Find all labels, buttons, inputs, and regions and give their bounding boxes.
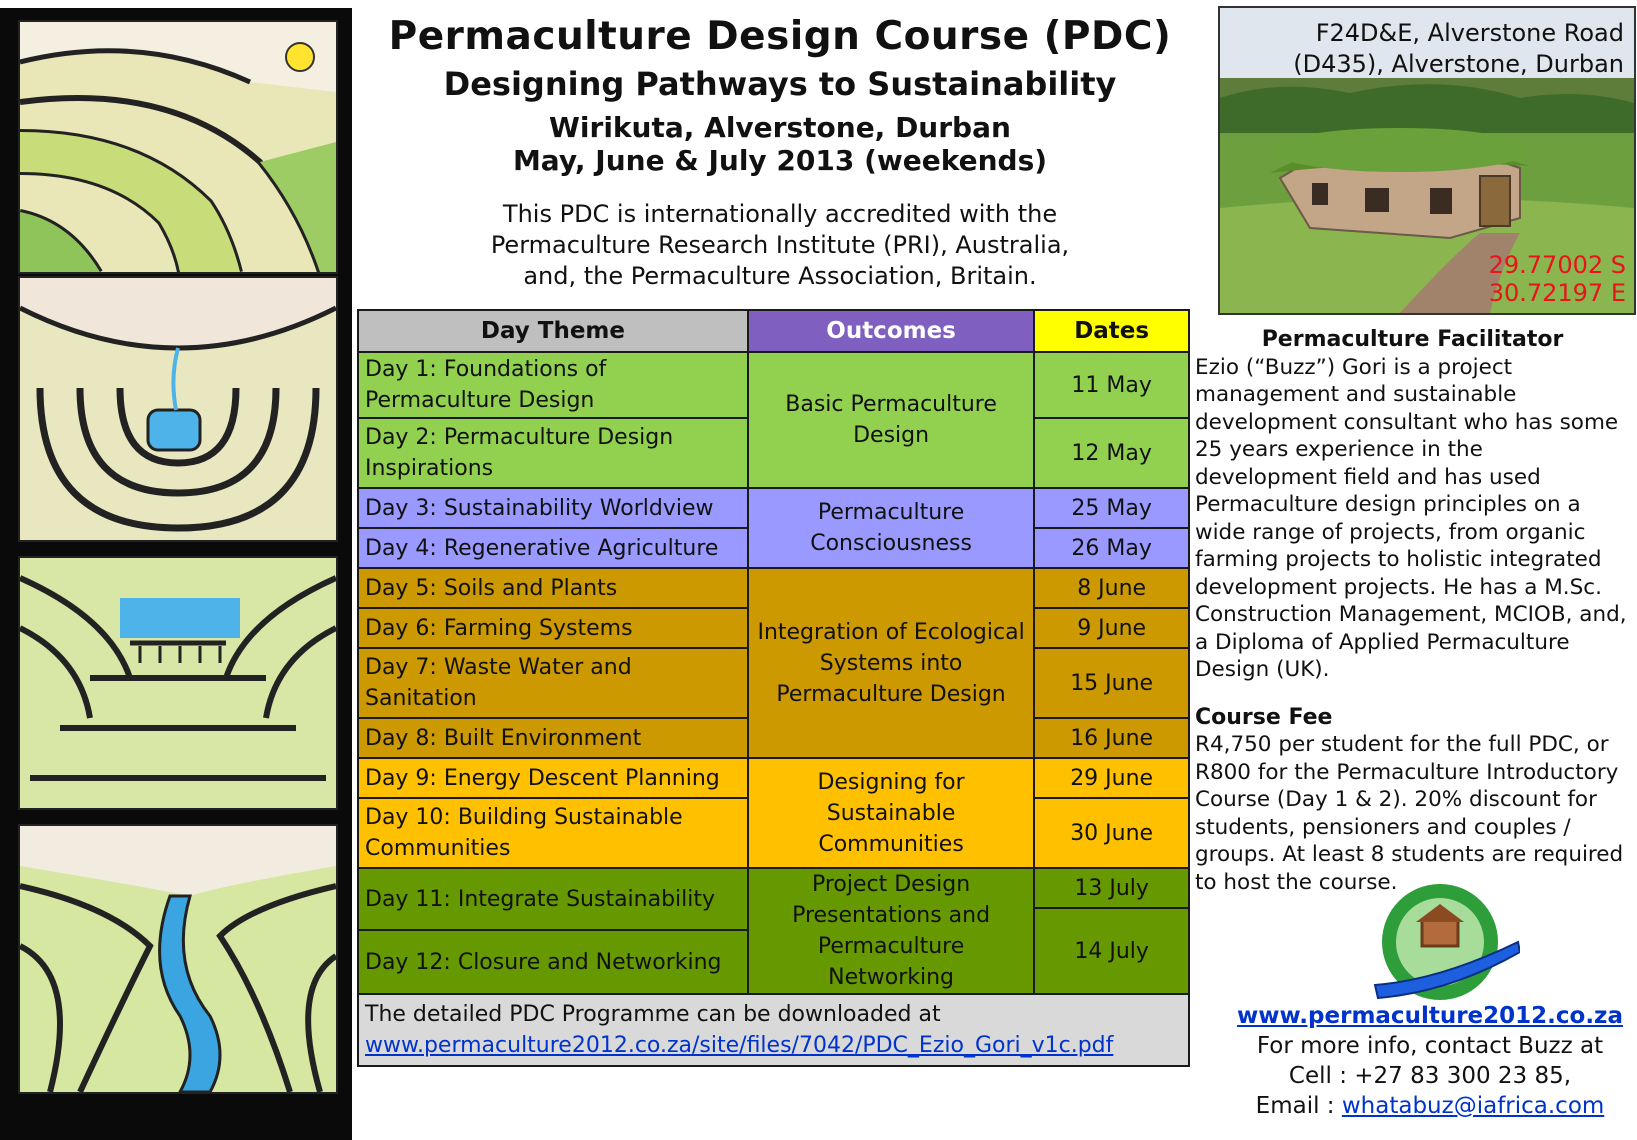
fee-text: R4,750 per student for the full PDC, or R800 for the Permaculture Introductory Course (Day 1 & 2). 20% discount for students, pensioners and couples / groups. At least 8 students are required to host the course. bbox=[1195, 732, 1624, 895]
table-row bbox=[358, 568, 1189, 608]
table-row bbox=[358, 758, 1189, 798]
date-cell: 15 June bbox=[1034, 648, 1189, 718]
day-theme-cell: Day 2: Permaculture Design Inspirations bbox=[358, 418, 748, 488]
day-theme-cell: Day 11: Integrate Sustainability bbox=[358, 868, 748, 930]
facilitator-heading: Permaculture Facilitator bbox=[1261, 327, 1564, 352]
date-cell: 25 May bbox=[1034, 488, 1189, 528]
accreditation-text: This PDC is internationally accredited with the Permaculture Research Institute (PRI), Australia, and, the Permaculture Association, Britain. bbox=[490, 200, 1070, 290]
roundhouse-logo-icon bbox=[1370, 880, 1520, 1010]
pond-swale-drawing bbox=[18, 276, 338, 542]
gps-coordinates: 29.77002 S 30.72197 E bbox=[1488, 251, 1626, 307]
programme-download-link[interactable]: www.permaculture2012.co.za/site/files/7042/PDC_Ezio_Gori_v1c.pdf bbox=[365, 1033, 1114, 1058]
venue-address: F24D&E, Alverstone Road (D435), Alverstone, Durban bbox=[1293, 19, 1624, 78]
date-cell: 9 June bbox=[1034, 608, 1189, 648]
venue-photo bbox=[1218, 6, 1636, 315]
hillside-drawing bbox=[18, 20, 338, 274]
cell-number: +27 83 300 23 85, bbox=[1354, 1063, 1572, 1089]
course-dates: May, June & July 2013 (weekends) bbox=[512, 144, 1048, 177]
outcome-cell: Project Design Presentations and Permaculture Networking bbox=[748, 868, 1034, 994]
outcome-cell: Basic Permaculture Design bbox=[748, 352, 1034, 488]
table-row bbox=[358, 352, 1189, 418]
download-note: The detailed PDC Programme can be downloaded at www.permaculture2012.co.za/site/files/7042/PDC_Ezio_Gori_v1c.pdf bbox=[358, 994, 1189, 1066]
day-theme-cell: Day 12: Closure and Networking bbox=[358, 930, 748, 994]
website-link[interactable]: www.permaculture2012.co.za bbox=[1237, 1003, 1623, 1029]
day-theme-cell: Day 1: Foundations of Permaculture Design bbox=[358, 352, 748, 418]
day-theme-cell: Day 9: Energy Descent Planning bbox=[358, 758, 748, 798]
day-theme-cell: Day 8: Built Environment bbox=[358, 718, 748, 758]
date-cell: 8 June bbox=[1034, 568, 1189, 608]
date-cell: 29 June bbox=[1034, 758, 1189, 798]
day-theme-cell: Day 7: Waste Water and Sanitation bbox=[358, 648, 748, 718]
table-row bbox=[358, 488, 1189, 528]
date-cell: 16 June bbox=[1034, 718, 1189, 758]
course-schedule-table bbox=[357, 309, 1190, 1067]
email-link[interactable]: whatabuz@iafrica.com bbox=[1341, 1093, 1605, 1119]
date-cell: 11 May bbox=[1034, 352, 1189, 418]
date-cell: 12 May bbox=[1034, 418, 1189, 488]
email-line: Email : whatabuz@iafrica.com bbox=[1255, 1093, 1605, 1119]
day-theme-cell: Day 3: Sustainability Worldview bbox=[358, 488, 748, 528]
date-cell: 14 July bbox=[1034, 908, 1189, 994]
day-theme-cell: Day 10: Building Sustainable Communities bbox=[358, 798, 748, 868]
facilitator-bio: Ezio (“Buzz”) Gori is a project management and sustainable development consultant who has some 25 years experience in the development field and has used Permaculture design principles on a wide range of projects, from organic farming projects to holistic integrated development projects. He has a M.Sc. Construction Management, MCIOB, and, a Diploma of Applied Permaculture Design (UK). bbox=[1195, 354, 1627, 682]
page-title: Permaculture Design Course (PDC) bbox=[388, 14, 1172, 59]
course-location: Wirikuta, Alverstone, Durban bbox=[549, 111, 1011, 144]
cell-line: Cell : +27 83 300 23 85, bbox=[1288, 1063, 1572, 1089]
outcome-cell: Integration of Ecological Systems into Permaculture Design bbox=[748, 568, 1034, 758]
illustration-strip bbox=[0, 8, 352, 1140]
contact-line: For more info, contact Buzz at bbox=[1256, 1033, 1604, 1059]
contact-block bbox=[1235, 1001, 1625, 1121]
outcome-cell: Designing for Sustainable Communities bbox=[748, 758, 1034, 868]
page-subtitle: Designing Pathways to Sustainability bbox=[443, 65, 1117, 103]
date-cell: 13 July bbox=[1034, 868, 1189, 908]
dam-terrace-drawing bbox=[18, 556, 338, 810]
header-outcomes: Outcomes bbox=[748, 310, 1034, 352]
sun-icon bbox=[286, 43, 314, 71]
day-theme-cell: Day 6: Farming Systems bbox=[358, 608, 748, 648]
river-valley-drawing bbox=[18, 824, 338, 1094]
date-cell: 30 June bbox=[1034, 798, 1189, 868]
header-dates: Dates bbox=[1034, 310, 1189, 352]
table-row bbox=[358, 868, 1189, 908]
fee-heading: Course Fee bbox=[1195, 704, 1333, 730]
outcome-cell: Permaculture Consciousness bbox=[748, 488, 1034, 568]
header-day-theme: Day Theme bbox=[358, 310, 748, 352]
info-column bbox=[1195, 326, 1630, 896]
day-theme-cell: Day 4: Regenerative Agriculture bbox=[358, 528, 748, 568]
day-theme-cell: Day 5: Soils and Plants bbox=[358, 568, 748, 608]
date-cell: 26 May bbox=[1034, 528, 1189, 568]
flyer-header bbox=[360, 8, 1200, 292]
